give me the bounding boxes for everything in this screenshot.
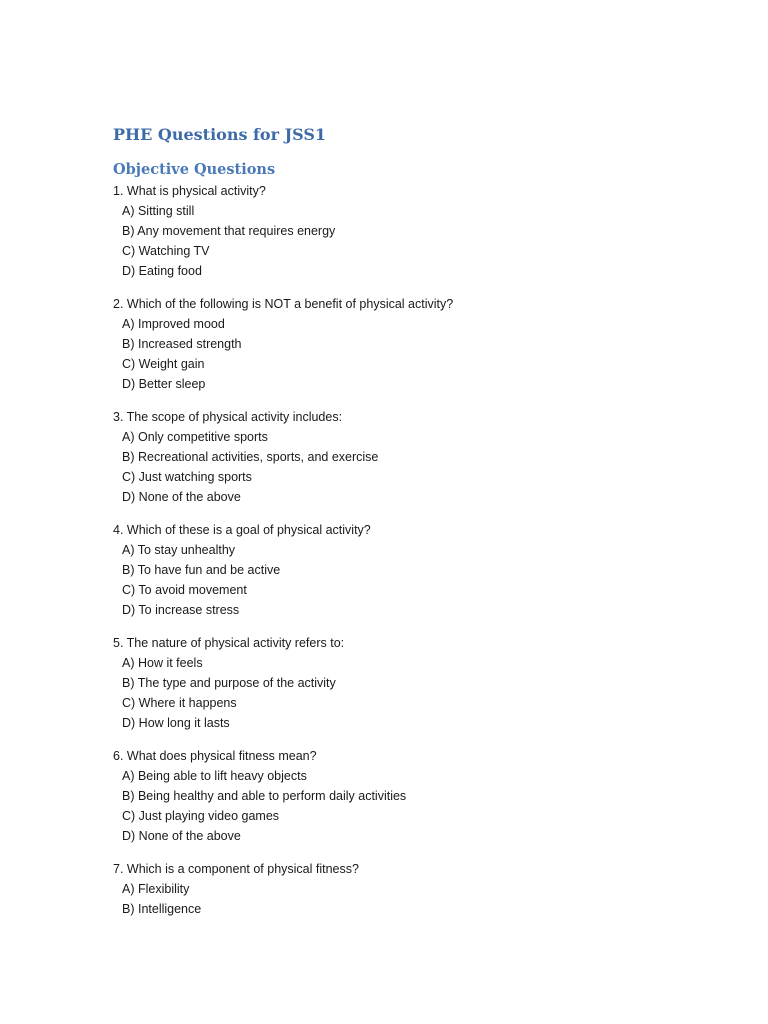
answer-option: C) Just playing video games: [122, 809, 280, 823]
answer-options: [113, 540, 673, 620]
question-text: 3. The scope of physical activity includes:: [113, 410, 343, 424]
answer-option: C) To avoid movement: [122, 583, 247, 597]
answer-option: D) Better sleep: [122, 377, 206, 391]
question-item: [113, 181, 673, 281]
answer-options: [113, 314, 673, 394]
answer-option: A) Being able to lift heavy objects: [122, 769, 307, 783]
question-text: 5. The nature of physical activity refers to:: [113, 636, 345, 650]
document-title: PHE Questions for JSS1: [113, 125, 327, 144]
question-list: [113, 181, 673, 919]
document-page: [113, 124, 673, 919]
section-heading-objective: Objective Questions: [113, 161, 276, 178]
answer-option: B) Being healthy and able to perform daily activities: [122, 789, 407, 803]
answer-options: [113, 766, 673, 846]
answer-option: A) How it feels: [122, 656, 203, 670]
question-item: [113, 294, 673, 394]
answer-option: B) Any movement that requires energy: [122, 224, 336, 238]
question-item: [113, 633, 673, 733]
question-item: [113, 520, 673, 620]
question-text: 1. What is physical activity?: [113, 184, 266, 198]
answer-option: A) Sitting still: [122, 204, 195, 218]
answer-options: [113, 201, 673, 281]
answer-options: [113, 427, 673, 507]
question-text: 2. Which of the following is NOT a benefit of physical activity?: [113, 297, 454, 311]
answer-option: C) Watching TV: [122, 244, 210, 258]
question-item: [113, 746, 673, 846]
answer-option: B) The type and purpose of the activity: [122, 676, 336, 690]
answer-option: B) To have fun and be active: [122, 563, 281, 577]
answer-option: D) To increase stress: [122, 603, 240, 617]
answer-option: A) Flexibility: [122, 882, 190, 896]
answer-option: D) None of the above: [122, 829, 241, 843]
answer-option: D) How long it lasts: [122, 716, 230, 730]
question-item: [113, 407, 673, 507]
answer-option: B) Recreational activities, sports, and exercise: [122, 450, 379, 464]
answer-option: D) None of the above: [122, 490, 241, 504]
answer-options: [113, 653, 673, 733]
answer-option: B) Intelligence: [122, 902, 202, 916]
answer-option: A) To stay unhealthy: [122, 543, 236, 557]
question-text: 6. What does physical fitness mean?: [113, 749, 317, 763]
question-item: [113, 859, 673, 919]
answer-options: [113, 879, 673, 919]
answer-option: C) Weight gain: [122, 357, 205, 371]
answer-option: C) Where it happens: [122, 696, 237, 710]
question-text: 4. Which of these is a goal of physical activity?: [113, 523, 371, 537]
answer-option: A) Improved mood: [122, 317, 225, 331]
answer-option: C) Just watching sports: [122, 470, 252, 484]
answer-option: B) Increased strength: [122, 337, 242, 351]
question-text: 7. Which is a component of physical fitness?: [113, 862, 359, 876]
answer-option: D) Eating food: [122, 264, 202, 278]
answer-option: A) Only competitive sports: [122, 430, 268, 444]
